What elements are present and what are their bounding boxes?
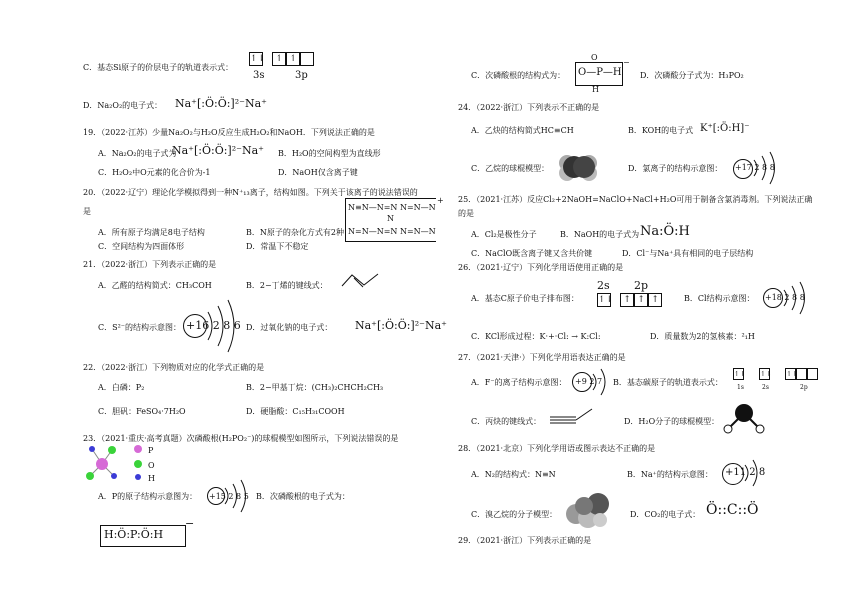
- anion-charge: −: [623, 58, 630, 67]
- q25-option-a: A．Cl₂是极性分子: [471, 230, 537, 239]
- q18-option-d: D．Na₂O₂的电子式：: [83, 101, 163, 110]
- na2o2-electron-formula: Na⁺[:Ö:Ö:]²⁻Na⁺: [175, 97, 267, 110]
- cl-ion-structure-diagram: +17 2 8 8: [735, 163, 775, 172]
- anion-charge: −: [185, 517, 195, 530]
- q24-option-c: C．乙烷的球棍模型：: [471, 164, 550, 173]
- orbital-box: ↑: [634, 293, 648, 307]
- q19-option-d: D．NaOH仅含离子键: [278, 168, 358, 177]
- q28-option-d: D．CO₂的电子式：: [630, 510, 701, 519]
- q19-option-a: A．Na₂O₂的电子式为: [98, 149, 177, 158]
- q26-option-a: A．基态C原子价电子排布图：: [471, 294, 579, 303]
- question-22: 22．（2022·浙江）下列物质对应的化学式正确的是: [83, 363, 265, 372]
- question-25: 25．（2021·江苏）反应Cl₂+2NaOH=NaClO+NaCl+H₂O可用于制备含氯消毒剂。下列说法正确: [458, 195, 813, 204]
- q21-option-d: D．过氧化钠的电子式：: [246, 323, 333, 332]
- question-29: 29．（2021·浙江）下列表示正确的是: [458, 536, 592, 545]
- na2o2-electron-formula: Na⁺[:Ö:Ö:]²⁻Na⁺: [355, 319, 447, 332]
- legend-balls: [133, 444, 145, 484]
- question-21: 21．（2022·浙江）下列表示正确的是: [83, 260, 217, 269]
- n13-structure-bottom: N=N—N=N N=N—N: [348, 227, 436, 236]
- orbital-label-2s: 2s: [597, 279, 610, 292]
- q24-option-d: D．氯离子的结构示意图：: [628, 164, 723, 173]
- orbital-box: [300, 52, 314, 66]
- q27-option-a: A．F⁻的离子结构示意图：: [471, 378, 567, 387]
- orbital-box: ↿⇂: [250, 54, 266, 64]
- shell-arcs: [222, 478, 252, 514]
- q20-option-c: C．空间结构为四面体形: [98, 242, 185, 251]
- q26-option-b: B．Cl结构示意图：: [684, 294, 755, 303]
- propyne-skeletal: [550, 406, 595, 426]
- shell-arcs: [742, 457, 764, 489]
- bromoethane-model: [562, 492, 610, 530]
- legend-p: P: [148, 446, 154, 455]
- q20-option-d: D．常温下不稳定: [246, 242, 309, 251]
- q21-option-c: C．S²⁻的结构示意图：: [98, 323, 182, 332]
- question-25-cont: 的是: [458, 209, 474, 218]
- q18-option-c: C．基态Si原子的价层电子的轨道表示式：: [83, 63, 234, 72]
- q23-option-c: C．次磷酸根的结构式为：: [471, 71, 566, 80]
- shell-arcs: [590, 366, 612, 398]
- shell-arcs: [751, 150, 781, 186]
- orbital-label-3p: 3p: [295, 70, 308, 81]
- question-27: 27．（2021·天津·）下列化学用语表达正确的是: [458, 353, 626, 362]
- hypophosphite-electron-formula: H:Ö:P:Ö:H: [104, 528, 164, 541]
- na-ion-structure-diagram: +11 2 8: [725, 467, 766, 478]
- 2-butene-skeletal: [342, 272, 382, 288]
- orbital-label-2s: 2s: [762, 384, 769, 391]
- q24-option-b: B．KOH的电子式: [628, 126, 694, 135]
- q20-option-b: B．N原子的杂化方式有2种: [246, 228, 344, 237]
- orbital-box: [807, 368, 818, 380]
- n13-structure-top: N≡N—N=N N=N—N: [348, 203, 436, 212]
- na2o2-electron-formula: Na⁺[:Ö:Ö:]²⁻Na⁺: [172, 144, 264, 157]
- q26-option-c: C．KCl形成过程：K·+·Cl: → K:Cl:: [471, 332, 601, 341]
- question-26: 26．（2021·辽宁）下列化学用语使用正确的是: [458, 263, 624, 272]
- question-20-cont: 是: [83, 207, 91, 216]
- question-19: 19．（2022·江苏）少量Na₂O₂与H₂O反应生成H₂O₂和NaOH．下列说法正确的是: [83, 128, 375, 137]
- legend-h: H: [148, 474, 155, 483]
- orbital-box: ↿⇂: [598, 295, 614, 305]
- orbital-box: ↿⇂: [760, 370, 772, 378]
- n13-structure-mid: N: [387, 214, 394, 223]
- q26-option-d: D．质量数为2的氢核素：²₁H: [650, 332, 755, 341]
- orbital-label-1s: 1s: [737, 384, 744, 391]
- q23-option-a: A．P的原子结构示意图为：: [98, 492, 198, 501]
- q28-option-b: B．Na⁺的结构示意图：: [627, 470, 713, 479]
- c-valence-orbital-diagram: [597, 293, 662, 307]
- q22-option-c: C．胆矾：FeSO₄·7H₂O: [98, 407, 186, 416]
- co2-electron-formula: Ö::C::Ö: [706, 502, 759, 518]
- question-24: 24．（2022·浙江）下列表示不正确的是: [458, 103, 600, 112]
- orbital-label-3s: 3s: [253, 70, 265, 81]
- question-20: 20．（2022·辽宁）理论化学模拟得到一种N⁺₁₃离子，结构如图。下列关于该离子的说法错误的: [83, 188, 418, 197]
- hypophosphite-ball-model: [82, 444, 132, 484]
- orbital-box: [796, 368, 807, 380]
- f-ion-structure-diagram: +9 2 7: [575, 377, 603, 386]
- question-23: 23．（2021·重庆·高考真题）次磷酸根(H₂PO₂⁻)的球棍模型如图所示，下列说法错误的是: [83, 434, 399, 443]
- orbital-box: ↿: [286, 52, 300, 66]
- orbital-box: ↑: [620, 293, 634, 307]
- q24-option-a: A．乙炔的结构简式HC≡CH: [471, 126, 574, 135]
- orbital-box: ↿⇂: [786, 370, 798, 378]
- q23-option-d: D．次磷酸分子式为：H₃PO₂: [640, 71, 744, 80]
- q22-option-d: D．硬脂酸：C₁₅H₃₁COOH: [246, 407, 345, 416]
- q25-option-c: C．NaClO既含离子键又含共价键: [471, 249, 593, 258]
- q20-option-a: A．所有原子均满足8电子结构: [98, 228, 205, 237]
- q23c-top-atom: O: [591, 53, 598, 62]
- s2-structure-diagram: +16 2 8 6: [186, 319, 241, 332]
- koh-electron-formula: K⁺[:Ö:H]⁻: [700, 123, 750, 134]
- hypophosphite-structural-formula: O—P—H: [578, 67, 622, 78]
- orbital-box: ↑: [648, 293, 662, 307]
- ethane-ball-model: [557, 151, 601, 183]
- q22-option-b: B．2−甲基丁烷：(CH₃)₂CHCH₂CH₃: [246, 383, 384, 392]
- orbital-label-2p: 2p: [800, 384, 808, 391]
- p-structure-diagram: +15 2 8 5: [209, 492, 249, 501]
- q23-option-b: B．次磷酸根的电子式为：: [256, 492, 350, 501]
- q27-option-b: B．基态碳原子的轨道表示式：: [613, 378, 723, 387]
- q22-option-a: A．白磷：P₂: [98, 383, 145, 392]
- q28-option-a: A．N₂的结构式：N≡N: [471, 470, 556, 479]
- cl-structure-diagram: +18 2 8 8: [765, 293, 805, 302]
- q27-option-c: C．丙炔的键线式：: [471, 417, 542, 426]
- question-28: 28．（2021·北京）下列化学用语或图示表达不正确的是: [458, 444, 656, 453]
- si-orbital-diagram: [249, 52, 314, 66]
- q25-option-d: D．Cl⁻与Na⁺具有相同的电子层结构: [622, 249, 754, 258]
- orbital-label-2p: 2p: [634, 279, 649, 292]
- q21-option-b: B．2−丁烯的键线式：: [246, 281, 328, 290]
- q19-option-b: B．H₂O的空间构型为直线形: [278, 149, 381, 158]
- shell-arcs: [781, 280, 811, 316]
- q21-option-a: A．乙醛的结构简式：CH₃COH: [98, 281, 212, 290]
- q28-option-c: C．溴乙烷的分子模型：: [471, 510, 558, 519]
- legend-o: O: [148, 461, 155, 470]
- naoh-electron-formula: Na:Ö:H: [640, 224, 690, 239]
- orbital-box: ↿⇂: [734, 370, 746, 378]
- q27-option-d: D．H₂O分子的球棍模型：: [624, 417, 720, 426]
- n13-charge: +: [437, 196, 444, 205]
- q25-option-b: B．NaOH的电子式为: [560, 230, 640, 239]
- orbital-box: ↿: [272, 52, 286, 66]
- q23c-bottom-atom: H: [592, 85, 599, 94]
- h2o-ball-model: [720, 403, 766, 437]
- q19-option-c: C．H₂O₂中O元素的化合价为-1: [98, 168, 211, 177]
- c-orbital-diagram: [733, 368, 818, 380]
